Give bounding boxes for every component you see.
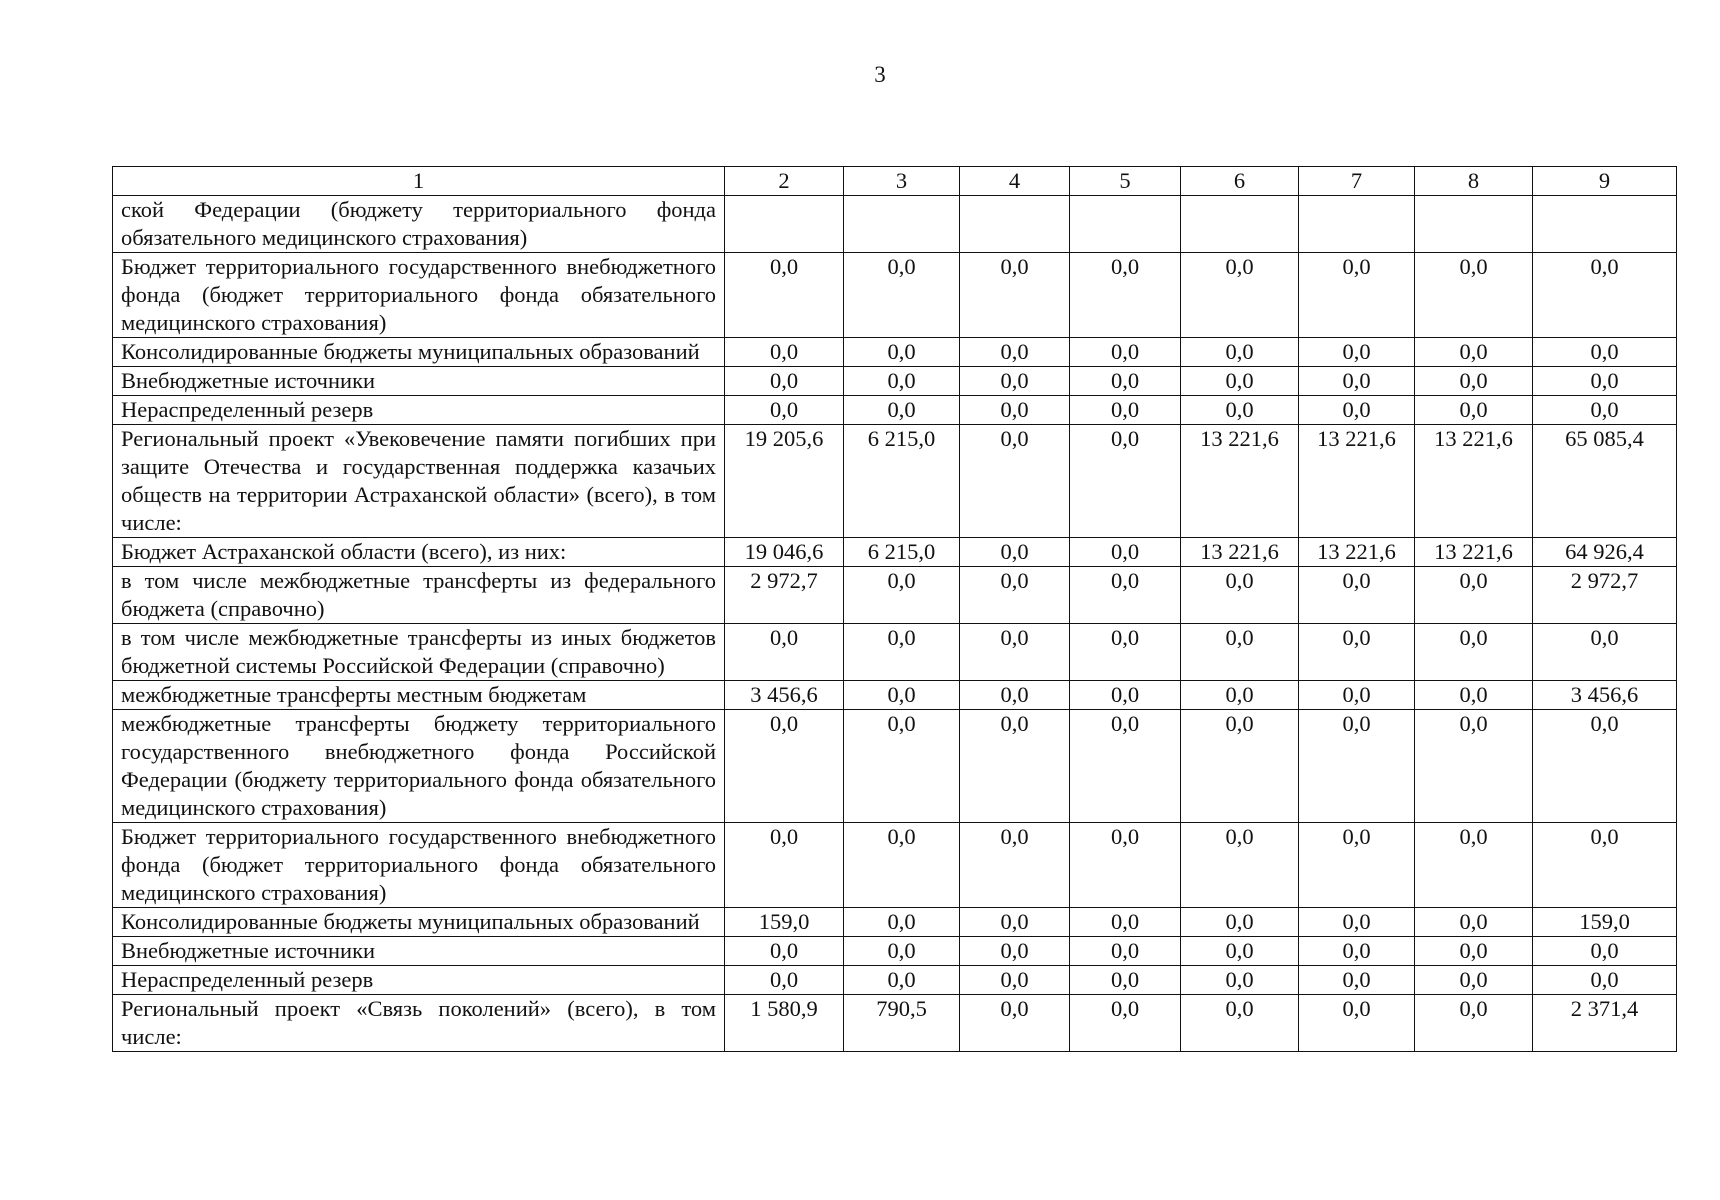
table-row xyxy=(113,196,1677,253)
value-cell: 0,0 xyxy=(1299,823,1415,908)
value-cell: 0,0 xyxy=(960,253,1070,338)
row-label: межбюджетные трансферты местным бюджетам xyxy=(113,681,725,710)
value-cell: 0,0 xyxy=(960,338,1070,367)
value-cell: 0,0 xyxy=(844,966,960,995)
value-cell: 0,0 xyxy=(960,624,1070,681)
table-row xyxy=(113,538,1677,567)
value-cell: 0,0 xyxy=(1070,567,1181,624)
column-header: 9 xyxy=(1533,167,1677,196)
value-cell xyxy=(844,196,960,253)
value-cell: 0,0 xyxy=(844,367,960,396)
value-cell: 0,0 xyxy=(1415,567,1533,624)
value-cell: 0,0 xyxy=(1533,253,1677,338)
value-cell: 0,0 xyxy=(1070,538,1181,567)
value-cell: 0,0 xyxy=(725,367,844,396)
value-cell: 2 972,7 xyxy=(1533,567,1677,624)
value-cell: 790,5 xyxy=(844,995,960,1052)
value-cell: 0,0 xyxy=(1299,710,1415,823)
row-label: Бюджет территориального государственного внебюджетного фонда (бюджет территориального фонда обязательного медицинского страхования) xyxy=(113,823,725,908)
value-cell: 19 046,6 xyxy=(725,538,844,567)
value-cell: 13 221,6 xyxy=(1299,538,1415,567)
value-cell: 0,0 xyxy=(844,937,960,966)
row-label: Внебюджетные источники xyxy=(113,367,725,396)
value-cell: 0,0 xyxy=(1415,966,1533,995)
column-header: 7 xyxy=(1299,167,1415,196)
value-cell: 0,0 xyxy=(1070,966,1181,995)
value-cell xyxy=(1415,196,1533,253)
value-cell: 13 221,6 xyxy=(1181,538,1299,567)
value-cell: 0,0 xyxy=(1181,367,1299,396)
value-cell: 0,0 xyxy=(1070,823,1181,908)
value-cell: 0,0 xyxy=(1181,567,1299,624)
value-cell: 0,0 xyxy=(725,966,844,995)
value-cell: 0,0 xyxy=(725,253,844,338)
row-label: в том числе межбюджетные трансферты из федерального бюджета (справочно) xyxy=(113,567,725,624)
value-cell: 0,0 xyxy=(1070,338,1181,367)
value-cell: 6 215,0 xyxy=(844,425,960,538)
value-cell: 0,0 xyxy=(1070,396,1181,425)
value-cell: 13 221,6 xyxy=(1181,425,1299,538)
value-cell: 0,0 xyxy=(1533,367,1677,396)
value-cell xyxy=(1181,196,1299,253)
value-cell: 0,0 xyxy=(1299,338,1415,367)
value-cell: 13 221,6 xyxy=(1415,425,1533,538)
table-body xyxy=(113,196,1677,1052)
value-cell: 0,0 xyxy=(1070,367,1181,396)
column-header: 2 xyxy=(725,167,844,196)
column-header: 8 xyxy=(1415,167,1533,196)
table-row xyxy=(113,823,1677,908)
value-cell: 64 926,4 xyxy=(1533,538,1677,567)
row-label: в том числе межбюджетные трансферты из иных бюджетов бюджетной системы Российской Федерации (справочно) xyxy=(113,624,725,681)
value-cell: 0,0 xyxy=(1070,253,1181,338)
value-cell xyxy=(725,196,844,253)
column-header: 4 xyxy=(960,167,1070,196)
row-label: Региональный проект «Увековечение памяти погибших при защите Отечества и государственная поддержка казачьих обществ на территории Астраханской области» (всего), в том числе: xyxy=(113,425,725,538)
value-cell: 0,0 xyxy=(960,823,1070,908)
value-cell: 0,0 xyxy=(1415,937,1533,966)
value-cell: 0,0 xyxy=(960,966,1070,995)
value-cell: 0,0 xyxy=(1299,567,1415,624)
value-cell: 159,0 xyxy=(1533,908,1677,937)
value-cell: 0,0 xyxy=(725,710,844,823)
value-cell: 0,0 xyxy=(1181,710,1299,823)
value-cell: 0,0 xyxy=(1533,823,1677,908)
value-cell: 65 085,4 xyxy=(1533,425,1677,538)
value-cell: 3 456,6 xyxy=(1533,681,1677,710)
value-cell: 0,0 xyxy=(960,937,1070,966)
value-cell xyxy=(1070,196,1181,253)
value-cell: 0,0 xyxy=(1181,966,1299,995)
value-cell: 0,0 xyxy=(1070,995,1181,1052)
table-row xyxy=(113,966,1677,995)
column-header: 3 xyxy=(844,167,960,196)
value-cell xyxy=(1299,196,1415,253)
value-cell: 0,0 xyxy=(1181,253,1299,338)
value-cell: 0,0 xyxy=(1070,908,1181,937)
value-cell: 0,0 xyxy=(960,396,1070,425)
value-cell: 159,0 xyxy=(725,908,844,937)
value-cell: 0,0 xyxy=(1415,253,1533,338)
value-cell: 0,0 xyxy=(844,823,960,908)
value-cell xyxy=(1533,196,1677,253)
value-cell: 0,0 xyxy=(960,567,1070,624)
row-label: Консолидированные бюджеты муниципальных образований xyxy=(113,908,725,937)
value-cell: 0,0 xyxy=(1533,966,1677,995)
table-row xyxy=(113,937,1677,966)
value-cell: 2 371,4 xyxy=(1533,995,1677,1052)
value-cell: 0,0 xyxy=(1299,396,1415,425)
value-cell: 1 580,9 xyxy=(725,995,844,1052)
value-cell: 0,0 xyxy=(960,367,1070,396)
value-cell: 0,0 xyxy=(1533,338,1677,367)
value-cell: 0,0 xyxy=(844,338,960,367)
value-cell: 0,0 xyxy=(1181,823,1299,908)
table-row xyxy=(113,367,1677,396)
value-cell: 0,0 xyxy=(844,624,960,681)
value-cell: 0,0 xyxy=(844,908,960,937)
value-cell: 0,0 xyxy=(1299,966,1415,995)
value-cell: 0,0 xyxy=(1299,253,1415,338)
value-cell: 0,0 xyxy=(1415,710,1533,823)
value-cell: 0,0 xyxy=(1181,338,1299,367)
table-row xyxy=(113,396,1677,425)
value-cell: 0,0 xyxy=(725,396,844,425)
value-cell: 0,0 xyxy=(1415,338,1533,367)
table-row xyxy=(113,425,1677,538)
value-cell: 0,0 xyxy=(1533,624,1677,681)
value-cell: 0,0 xyxy=(1070,624,1181,681)
value-cell: 13 221,6 xyxy=(1415,538,1533,567)
value-cell: 0,0 xyxy=(844,253,960,338)
value-cell: 0,0 xyxy=(1299,681,1415,710)
value-cell: 0,0 xyxy=(725,338,844,367)
row-label: Нераспределенный резерв xyxy=(113,966,725,995)
table-row xyxy=(113,567,1677,624)
table-row xyxy=(113,995,1677,1052)
row-label: Консолидированные бюджеты муниципальных образований xyxy=(113,338,725,367)
value-cell: 0,0 xyxy=(960,995,1070,1052)
row-label: межбюджетные трансферты бюджету территориального государственного внебюджетного фонда Российской Федерации (бюджету территориального фонда обязательного медицинского страхования) xyxy=(113,710,725,823)
row-label: Региональный проект «Связь поколений» (всего), в том числе: xyxy=(113,995,725,1052)
value-cell: 0,0 xyxy=(1181,908,1299,937)
value-cell: 0,0 xyxy=(1070,681,1181,710)
value-cell: 0,0 xyxy=(1181,396,1299,425)
value-cell: 0,0 xyxy=(960,710,1070,823)
value-cell: 0,0 xyxy=(1299,995,1415,1052)
table-row xyxy=(113,908,1677,937)
value-cell: 0,0 xyxy=(1533,710,1677,823)
value-cell: 0,0 xyxy=(844,681,960,710)
value-cell xyxy=(960,196,1070,253)
value-cell: 6 215,0 xyxy=(844,538,960,567)
row-label: Бюджет территориального государственного внебюджетного фонда (бюджет территориального фонда обязательного медицинского страхования) xyxy=(113,253,725,338)
row-label: Нераспределенный резерв xyxy=(113,396,725,425)
value-cell: 0,0 xyxy=(1415,624,1533,681)
value-cell: 0,0 xyxy=(725,937,844,966)
column-header: 1 xyxy=(113,167,725,196)
table-row xyxy=(113,253,1677,338)
value-cell: 0,0 xyxy=(725,823,844,908)
value-cell: 0,0 xyxy=(1415,681,1533,710)
value-cell: 0,0 xyxy=(1533,937,1677,966)
value-cell: 0,0 xyxy=(1070,710,1181,823)
value-cell: 0,0 xyxy=(1533,396,1677,425)
value-cell: 0,0 xyxy=(960,908,1070,937)
value-cell: 0,0 xyxy=(1299,937,1415,966)
value-cell: 0,0 xyxy=(1181,995,1299,1052)
value-cell: 0,0 xyxy=(1415,823,1533,908)
column-header: 6 xyxy=(1181,167,1299,196)
value-cell: 0,0 xyxy=(844,567,960,624)
row-label: Внебюджетные источники xyxy=(113,937,725,966)
value-cell: 0,0 xyxy=(960,425,1070,538)
value-cell: 0,0 xyxy=(1070,937,1181,966)
value-cell: 0,0 xyxy=(844,396,960,425)
table-header-row xyxy=(113,167,1677,196)
table-row xyxy=(113,681,1677,710)
table-row xyxy=(113,338,1677,367)
value-cell: 0,0 xyxy=(725,624,844,681)
row-label: Бюджет Астраханской области (всего), из них: xyxy=(113,538,725,567)
row-label: ской Федерации (бюджету территориального фонда обязательного медицинского страхования) xyxy=(113,196,725,253)
value-cell: 2 972,7 xyxy=(725,567,844,624)
value-cell: 0,0 xyxy=(1181,624,1299,681)
page-number: 3 xyxy=(874,62,886,87)
value-cell: 19 205,6 xyxy=(725,425,844,538)
value-cell: 0,0 xyxy=(1415,367,1533,396)
value-cell: 0,0 xyxy=(1299,624,1415,681)
value-cell: 0,0 xyxy=(1181,681,1299,710)
value-cell: 3 456,6 xyxy=(725,681,844,710)
table-row xyxy=(113,710,1677,823)
value-cell: 0,0 xyxy=(1299,908,1415,937)
value-cell: 13 221,6 xyxy=(1299,425,1415,538)
value-cell: 0,0 xyxy=(1415,908,1533,937)
value-cell: 0,0 xyxy=(1181,937,1299,966)
value-cell: 0,0 xyxy=(1070,425,1181,538)
table-row xyxy=(113,624,1677,681)
value-cell: 0,0 xyxy=(960,538,1070,567)
value-cell: 0,0 xyxy=(844,710,960,823)
value-cell: 0,0 xyxy=(960,681,1070,710)
column-header: 5 xyxy=(1070,167,1181,196)
budget-table xyxy=(112,166,1677,1052)
value-cell: 0,0 xyxy=(1415,995,1533,1052)
value-cell: 0,0 xyxy=(1415,396,1533,425)
value-cell: 0,0 xyxy=(1299,367,1415,396)
